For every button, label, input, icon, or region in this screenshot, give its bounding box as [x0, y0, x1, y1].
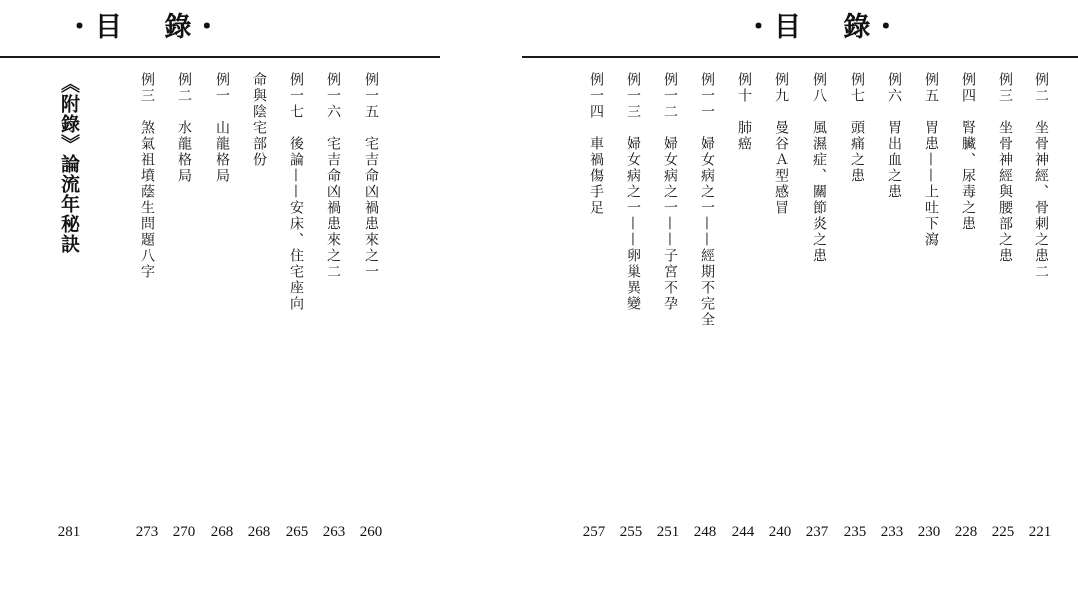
toc-entry: 例四 腎臟、尿毒之患: [960, 72, 976, 232]
toc-page-number: 273: [135, 524, 159, 540]
toc-page-number: 251: [656, 524, 680, 540]
toc-entry: 例九 曼谷Ａ型感冒: [773, 72, 789, 216]
toc-entry: 例一五 宅吉命凶禍患來之一: [363, 72, 379, 280]
toc-page-number: 228: [954, 524, 978, 540]
toc-entry: 例五 胃患——上吐下瀉: [923, 72, 939, 248]
left-heading-rule: [0, 56, 440, 58]
toc-entry: 例一三 婦女病之一——卵巢異變: [625, 72, 641, 312]
toc-page-number: 260: [359, 524, 383, 540]
right-page-heading: ・目 錄・: [745, 12, 902, 43]
toc-entry: 例一二 婦女病之一——子宮不孕: [662, 72, 678, 312]
toc-page-number: 265: [285, 524, 309, 540]
toc-page-number: 270: [172, 524, 196, 540]
toc-page-number: 235: [843, 524, 867, 540]
toc-page-number: 237: [805, 524, 829, 540]
toc-page-number: 263: [322, 524, 346, 540]
toc-page-number: 255: [619, 524, 643, 540]
toc-entry: 例六 胃出血之患: [886, 72, 902, 200]
toc-entry: 例十 肺癌: [736, 72, 752, 152]
toc-page-number: 225: [991, 524, 1015, 540]
toc-page-number: 240: [768, 524, 792, 540]
toc-entry: 例二 坐骨神經、骨刺之患二: [1033, 72, 1049, 280]
toc-section-title: 命與陰宅部份: [251, 72, 267, 168]
toc-entry: 例一六 宅吉命凶禍患來之二: [325, 72, 341, 280]
toc-entry: 例一七 後論——安床、住宅座向: [288, 72, 304, 312]
toc-entry: 例一 山龍格局: [214, 72, 230, 184]
toc-entry: 例二 水龍格局: [176, 72, 192, 184]
toc-page-number: 281: [57, 524, 81, 540]
toc-page-number: 244: [731, 524, 755, 540]
toc-entry: 例三 坐骨神經與腰部之患: [997, 72, 1013, 264]
toc-page-number: 233: [880, 524, 904, 540]
right-heading-rule: [522, 56, 1078, 58]
toc-entry: 例一一 婦女病之一——經期不完全: [699, 72, 715, 328]
toc-appendix-title: 《附錄》論流年秘訣: [58, 74, 80, 254]
toc-page-number: 248: [693, 524, 717, 540]
toc-page-number: 230: [917, 524, 941, 540]
toc-entry: 例三 煞氣祖墳蔭生問題八字: [139, 72, 155, 280]
toc-entry: 例一四 車禍傷手足: [588, 72, 604, 216]
toc-entry: 例七 頭痛之患: [849, 72, 865, 184]
left-page-heading: ・目 錄・: [66, 12, 223, 43]
toc-page-number: 257: [582, 524, 606, 540]
toc-page-number: 221: [1028, 524, 1052, 540]
toc-entry: 例八 風濕症、關節炎之患: [811, 72, 827, 264]
toc-page-number: 268: [247, 524, 271, 540]
toc-page-number: 268: [210, 524, 234, 540]
